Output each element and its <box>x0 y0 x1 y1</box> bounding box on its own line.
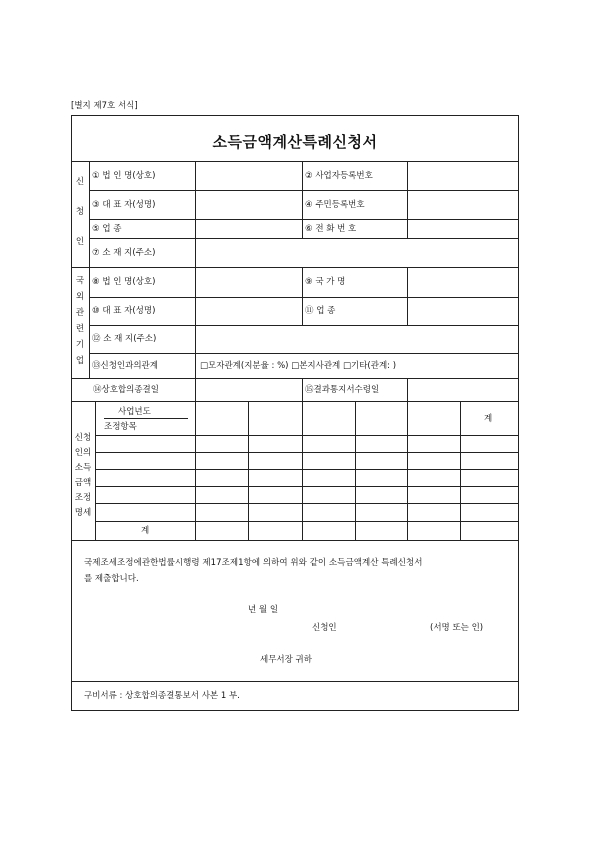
table-column-divider <box>302 401 303 540</box>
section-divider <box>71 401 519 402</box>
resident-no-label: ④ 주민등록번호 <box>305 200 365 210</box>
table-row-divider <box>95 521 519 522</box>
foreign-rep-name-label: ⑩ 대 표 자(성명) <box>92 306 156 316</box>
row-divider <box>89 353 519 354</box>
table-row-divider <box>95 469 519 470</box>
column-divider <box>407 378 408 401</box>
table-row-divider <box>95 486 519 487</box>
column-divider <box>195 378 196 401</box>
row-divider <box>89 297 519 298</box>
column-divider <box>407 161 408 238</box>
column-divider <box>195 325 196 378</box>
signature-label: (서명 또는 인) <box>430 623 484 633</box>
table-column-divider <box>195 401 196 540</box>
section-divider <box>71 378 519 379</box>
adjustment-side-label: 신청 인의 소득 금액 조정 명세 <box>74 433 92 518</box>
title-divider <box>71 161 519 162</box>
row-divider <box>89 219 519 220</box>
table-column-divider <box>248 401 249 540</box>
side-column-divider <box>89 161 90 378</box>
table-row-divider <box>95 435 519 436</box>
table-column-divider <box>355 401 356 540</box>
foreign-corp-name-label: ⑧ 법 인 명(상호) <box>92 277 156 287</box>
table-column-divider <box>407 401 408 540</box>
date-line: 년 월 일 <box>248 605 279 615</box>
table-column-divider <box>460 401 461 540</box>
corp-name-label: ① 법 인 명(상호) <box>92 171 156 181</box>
form-number-tag: [별지 제7호 서식] <box>71 101 138 111</box>
declaration-line-2: 를 제출합니다. <box>84 574 139 584</box>
form-title: 소득금액계산특례신청서 <box>212 133 378 151</box>
applicant-side-label: 신 청 인 <box>75 177 85 247</box>
header-business-year: 사업년도 <box>118 407 151 417</box>
column-divider <box>195 161 196 238</box>
total-row-label: 계 <box>141 526 150 536</box>
notice-receipt-date-label: ⑮결과통지서수령일 <box>305 385 380 395</box>
address-label: ⑦ 소 재 지(주소) <box>92 248 156 258</box>
header-diagonal-line <box>104 418 188 419</box>
addressee: 세무서장 귀하 <box>260 655 312 665</box>
phone-label: ⑥ 전 화 번 호 <box>305 224 357 234</box>
attachment-note: 구비서류 : 상호합의종결통보서 사본 1 부. <box>84 691 240 701</box>
foreign-industry-label: ⑪ 업 종 <box>305 306 336 316</box>
declaration-line-1: 국제조세조정에관한법률시행령 제17조제1항에 의하여 위와 같이 소득금액계산 특례신청서 <box>84 558 423 568</box>
foreign-party-side-label: 국 외 관 련 기 업 <box>75 276 85 366</box>
row-divider <box>89 238 519 239</box>
column-divider <box>407 267 408 325</box>
column-divider <box>195 267 196 325</box>
section-divider <box>71 540 519 541</box>
table-row-divider <box>95 503 519 504</box>
table-row-divider <box>95 452 519 453</box>
section-divider <box>71 267 519 268</box>
attachment-divider <box>71 681 519 682</box>
column-divider <box>302 378 303 401</box>
mutual-agreement-date-label: ⑭상호합의종결일 <box>93 385 159 395</box>
column-divider <box>195 238 196 267</box>
signer-label: 신청인 <box>312 623 337 633</box>
header-adjustment-item: 조정항목 <box>104 422 137 432</box>
row-divider <box>89 190 519 191</box>
column-divider <box>302 267 303 325</box>
industry-label: ⑤ 업 종 <box>92 224 122 234</box>
foreign-address-label: ⑫ 소 재 지(주소) <box>92 334 157 344</box>
rep-name-label: ③ 대 표 자(성명) <box>92 200 156 210</box>
column-divider <box>302 161 303 238</box>
relation-options[interactable]: □모자관계(지분율 : %) □본지사관계 □기타(관계: ) <box>200 361 397 371</box>
total-column-header: 계 <box>484 414 493 424</box>
relation-label: ⑬신청인과의관계 <box>92 361 158 371</box>
country-label: ⑨ 국 가 명 <box>305 277 346 287</box>
table-column-divider <box>95 401 96 540</box>
row-divider <box>89 325 519 326</box>
biz-reg-no-label: ② 사업자등록번호 <box>305 171 373 181</box>
